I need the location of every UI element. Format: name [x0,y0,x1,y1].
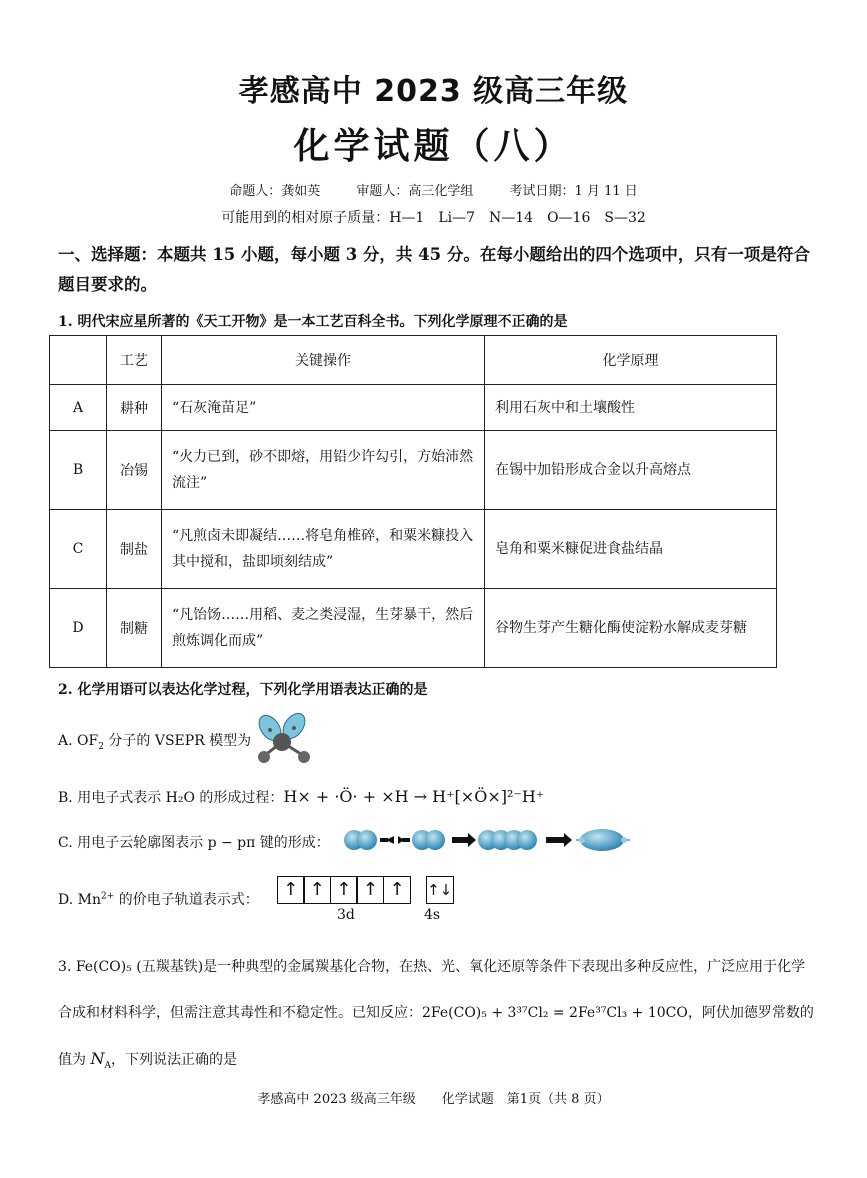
option-letter: B [50,431,107,510]
option-label: D. [58,892,78,908]
reaction-equation: 2Fe(CO)₅ + 3³⁷Cl₂ = 2Fe³⁷Cl₃ + 10CO [422,1005,688,1021]
option-label: C. 用电子云轮廓图表示 [58,835,208,851]
orbital-box-3d: ↑ [330,876,358,904]
operation-cell: “火力已到，砂不即熔，用铅少许勾引，方始沛然流注” [162,431,485,510]
principle-cell: 皂角和粟米糠促进食盐结晶 [485,510,777,589]
option-b [58,787,544,807]
operation-cell: “凡煎卤未即凝结……将皂角椎碎，和粟米糠投入其中搅和，盐即顷刻结成” [162,510,485,589]
page-footer: 孝感高中 2023 级高三年级 化学试题 第1页（共 8 页） [257,1092,610,1107]
orbital-box-4s: ↑↓ [426,876,454,904]
question-text: ，下列说法正确的是 [110,1052,237,1068]
option-d [58,889,259,909]
table-header: 关键操作 [162,336,485,385]
craft-cell: 冶锡 [107,431,162,510]
question-3-stem [58,944,818,1089]
orbital-box-3d: ↑ [303,876,331,904]
reviewer: 审题人：高三化学组 [356,184,474,199]
option-text: 键的形成： [255,835,330,851]
table-header: 化学原理 [485,336,777,385]
orbital-diagram [278,876,454,904]
author: 命题人：龚如英 [229,184,321,199]
question-1-stem: 1. 明代宋应星所著的《天工开物》是一本工艺百科全书。下列化学原理不正确的是 [58,314,568,330]
electron-cloud-diagram-icon [342,826,632,854]
orbital-box-3d: ↑ [356,876,384,904]
option-label: B. 用电子式表示 [58,790,166,806]
craft-cell: 耕种 [107,385,162,431]
craft-cell: 制盐 [107,510,162,589]
table-row [50,510,777,589]
option-text: 的形成过程： [194,790,284,806]
question-2-stem: 2. 化学用语可以表达化学过程，下列化学用语表达正确的是 [58,682,428,698]
question-number: 3. [58,959,76,975]
option-label: A. [58,733,78,749]
chem-formula: Mn [77,892,101,908]
table-row [50,431,777,510]
principle-cell: 谷物生芽产生糖化酶使淀粉水解成麦芽糖 [485,589,777,668]
option-letter: D [50,589,107,668]
option-c [58,832,330,852]
orbital-label-3d: 3d [337,907,355,923]
subscript: 2 [98,741,104,752]
superscript: 2+ [101,891,115,902]
table-header-row [50,336,777,385]
chem-formula: Fe(CO)₅ [75,959,132,975]
section-heading: 一、选择题：本题共 15 小题，每小题 3 分，共 45 分。在每小题给出的四个选项中，只有一项是符合题目要求的。 [58,245,810,294]
option-a [58,730,251,752]
exam-meta [0,180,867,199]
atomic-masses: 可能用到的相对原子质量：H—1 Li—7 N—14 O—16 S—32 [221,210,646,226]
option-text: 的价电子轨道表示式： [114,892,259,908]
avogadro-symbol: N [90,1049,105,1068]
principle-cell: 在锡中加铅形成合金以升高熔点 [485,431,777,510]
chem-formula: p − pπ [207,835,256,851]
operation-cell: “凡饴饧……用稻、麦之类浸湿，生芽暴干，然后煎炼调化而成” [162,589,485,668]
question-text: (五羰基铁)是一种典型的金属羰基化合物，在热、光、氧化还原等条件下表现出多种反应性，广泛应用于化学合成和材料科学，但需注意其毒性和不稳定性。已知反应： [58,959,806,1021]
question-1-table [49,335,777,668]
orbital-box-3d: ↑ [383,876,411,904]
table-header: 工艺 [107,336,162,385]
option-letter: C [50,510,107,589]
orbital-box-3d: ↑ [277,876,305,904]
vsepr-model-icon [254,710,314,768]
chem-formula: H₂O [165,790,195,806]
principle-cell: 利用石灰中和土壤酸性 [485,385,777,431]
option-text: 分子的 VSEPR 模型为 [103,733,252,749]
orbital-label-4s: 4s [424,907,441,923]
craft-cell: 制糖 [107,589,162,668]
option-letter: A [50,385,107,431]
table-header [50,336,107,385]
table-row [50,589,777,668]
electron-formula: H× + ·Ö· + ×H → H⁺[×Ö×]²⁻H⁺ [283,787,545,806]
operation-cell: “石灰淹苗足” [162,385,485,431]
exam-date: 考试日期：1 月 11 日 [509,184,638,199]
table-row [50,385,777,431]
exam-subtitle: 化学试题（八） [293,126,574,167]
exam-title: 孝感高中 2023 级高三年级 [238,74,629,109]
question-text: ，阿伏加德罗常数的值为 [58,1005,814,1068]
subscript: A [104,1060,111,1071]
chem-formula: OF [77,733,99,749]
